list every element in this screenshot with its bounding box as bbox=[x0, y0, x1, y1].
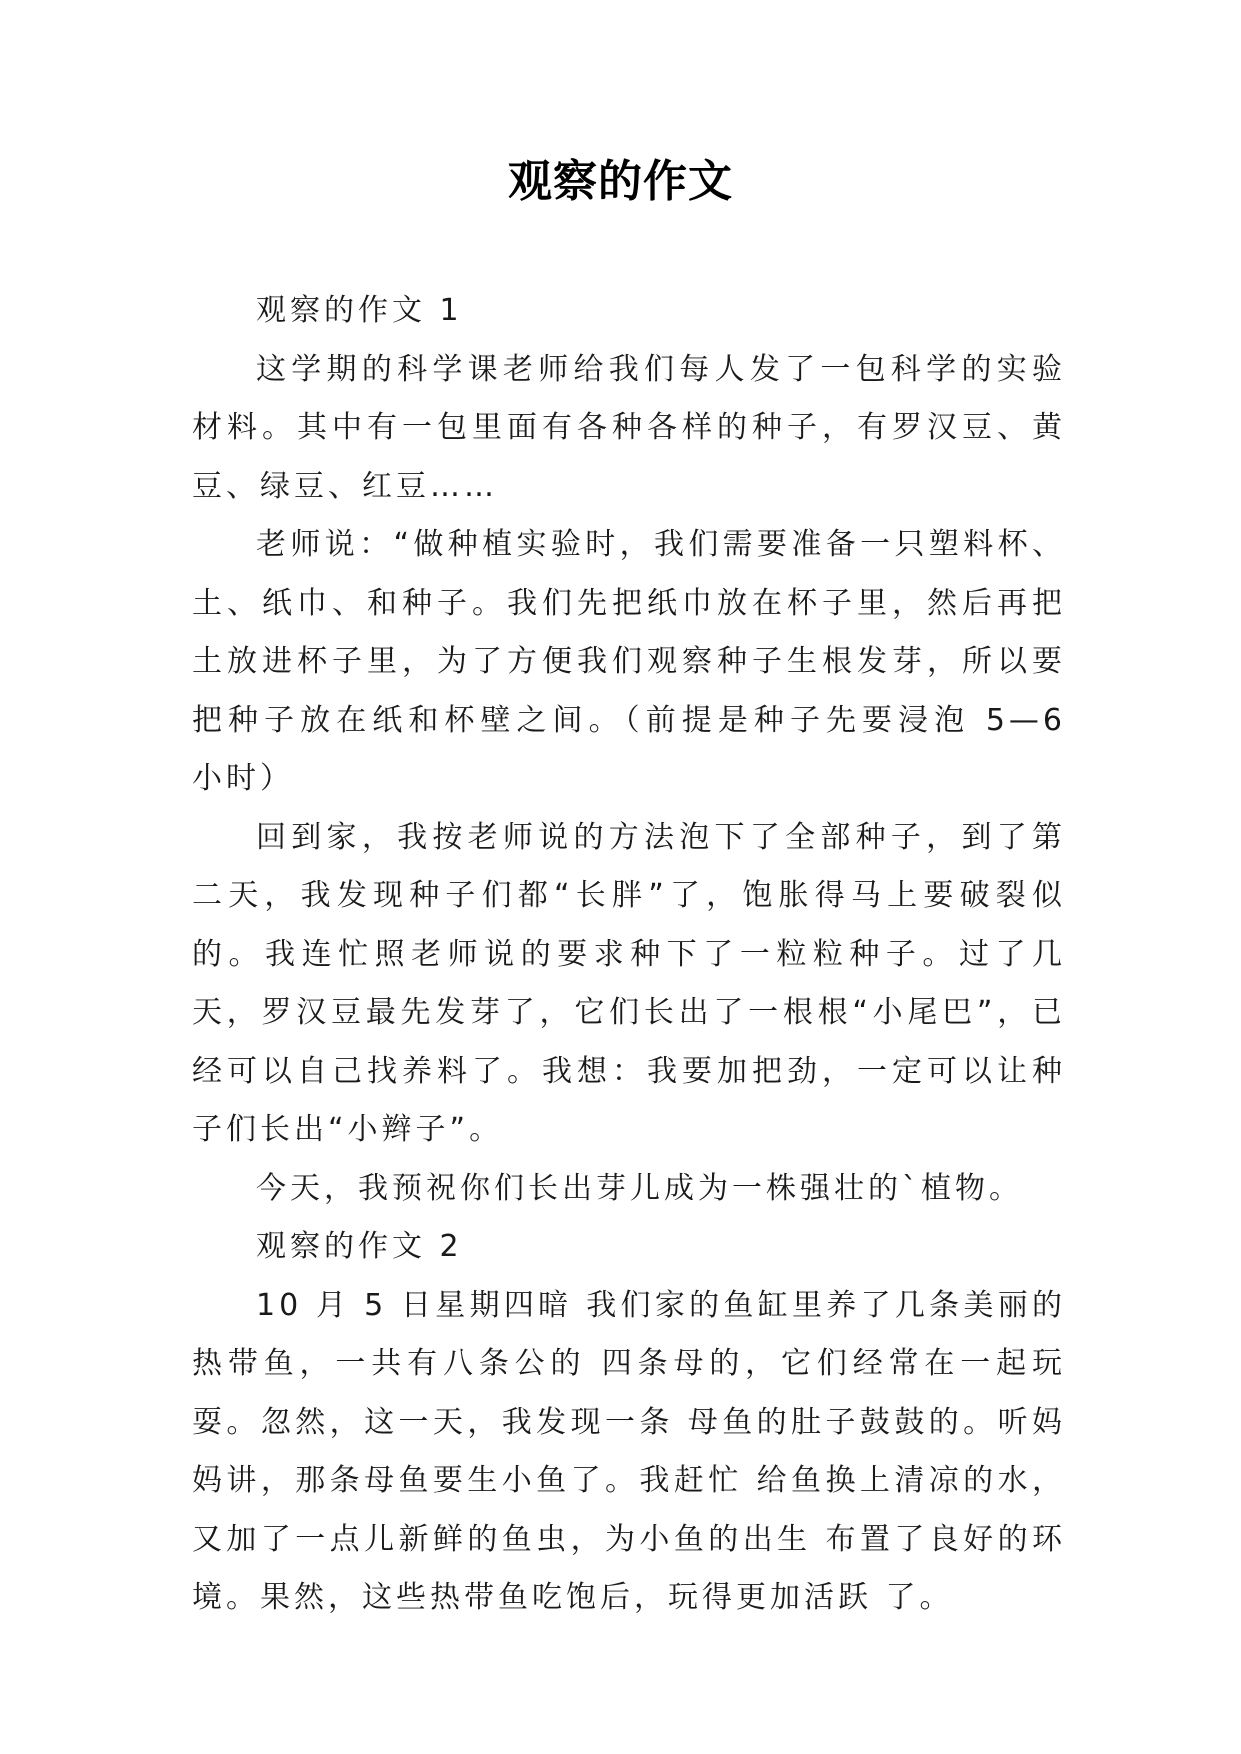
paragraph: 老师说：“做种植实验时，我们需要准备一只塑料杯、土、纸巾、和种子。我们先把纸巾放在杯子里，然后再把土放进杯子里，为了方便我们观察种子生根发芽，所以要把种子放在纸和杯壁之间。（前提是种子先要浸泡 5—6 小时） bbox=[192, 527, 1066, 796]
paragraph: 这学期的科学课老师给我们每人发了一包科学的实验材料。其中有一包里面有各种各样的种子，有罗汉豆、黄豆、绿豆、红豆…… bbox=[192, 351, 1066, 504]
paragraph: 回到家，我按老师说的方法泡下了全部种子，到了第二天，我发现种子们都“长胖”了，饱胀得马上要破裂似的。我连忙照老师说的要求种下了一粒粒种子。过了几天，罗汉豆最先发芽了，它们长出了一根根“小尾巴”，已经可以自己找养料了。我想：我要加把劲，一定可以让种子们长出“小辫子”。 bbox=[192, 819, 1066, 1147]
section-heading-1: 观察的作文 1 bbox=[256, 293, 463, 328]
paragraph: 今天，我预祝你们长出芽儿成为一株强壮的`植物。 bbox=[256, 1170, 1023, 1206]
section-heading-2: 观察的作文 2 bbox=[256, 1229, 463, 1264]
paragraph: 10 月 5 日星期四暗 我们家的鱼缸里养了几条美丽的热带鱼，一共有八条公的 四条母的，它们经常在一起玩耍。忽然，这一天，我发现一条 母鱼的肚子鼓鼓的。听妈妈讲，那条母鱼要生小鱼了。我赶忙 给鱼换上清凉的水，又加了一点儿新鲜的鱼虫，为小鱼的出生 布置了良好的环境。果然，这些热带鱼吃饱后，玩得更加活跃 了。 bbox=[192, 1287, 1066, 1615]
document-title: 观察的作文 bbox=[508, 156, 733, 207]
document-body bbox=[192, 282, 1066, 1628]
